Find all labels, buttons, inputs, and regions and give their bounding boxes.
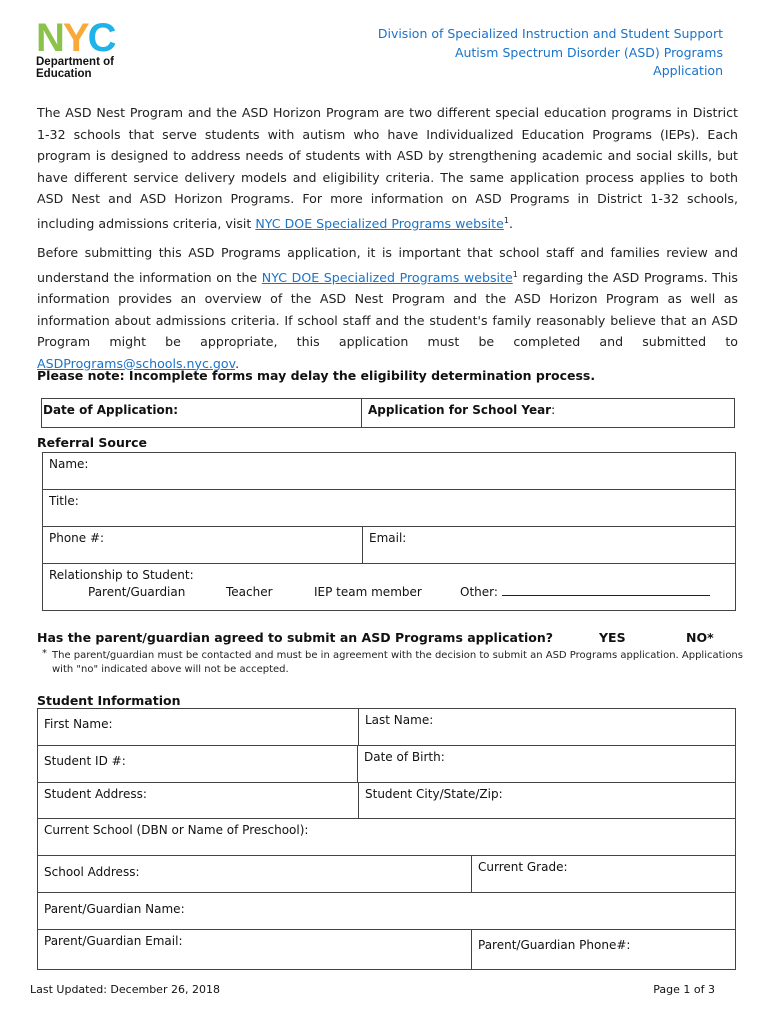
consent-yes[interactable]: YES [599, 630, 626, 645]
option-parent-guardian[interactable]: Parent/Guardian [88, 585, 186, 599]
header-program: Autism Spectrum Disorder (ASD) Programs [454, 44, 723, 60]
student-address-field[interactable]: Student Address: [37, 782, 359, 819]
header-application: Application [653, 63, 723, 78]
student-city-field[interactable]: Student City/State/Zip: [358, 782, 736, 819]
student-id-field[interactable]: Student ID #: [37, 745, 358, 783]
first-name-field[interactable]: First Name: [37, 708, 359, 746]
intro-paragraph-2: Before submitting this ASD Programs application, it is important that school staff and families review and understand the information on the NYC DOE Specialized Programs website$^1$ regarding the ASD Programs. This information provides an overview of the ASD Nest Program and the ASD Horizon Program as well as information about admissions criteria. If school staff and the student's family reasonably believe that an ASD Program might be appropriate, this application must be completed and submitted to ASDPrograms@schools.nyc.gov. [37, 245, 738, 371]
consent-note: * The parent/guardian must be contacted and must be in agreement with the decision to submit an ASD Programs application. Applications with "no" indicated above will not be accepted. [42, 648, 743, 675]
specialized-programs-link[interactable]: NYC DOE Specialized Programs website [255, 215, 504, 231]
referral-email-field[interactable]: Email: [362, 526, 736, 564]
current-school-field[interactable]: Current School (DBN or Name of Preschool): [37, 818, 736, 856]
referral-name-field[interactable]: Name: [42, 452, 736, 490]
option-iep-team-member[interactable]: IEP team member [314, 585, 422, 599]
parent-guardian-name-field[interactable]: Parent/Guardian Name: [37, 892, 736, 930]
logo-line1: Department of [36, 56, 114, 68]
student-heading: Student Information [37, 693, 181, 708]
nyc-doe-logo: N Y C Department of Education [36, 20, 146, 82]
intro-paragraph-1: The ASD Nest Program and the ASD Horizon Program are two different special education programs in District 1-32 schools that serve students with autism who have Individualized Education Programs (IEPs). Each program is designed to address needs of students with ASD by strengthening academic and social skills, but have different service delivery models and eligibility criteria. The same application process applies to both ASD Nest and ASD Horizon Programs. For more information on ASD Programs in District 1-32 schools, including admissions criteria, visit NYC DOE Specialized Programs website$^1$. [37, 105, 738, 231]
referral-phone-field[interactable]: Phone #: [42, 526, 363, 564]
school-year-field[interactable]: Application for School Year: [361, 398, 735, 428]
logo-line2: Education [36, 68, 92, 80]
date-of-birth-field[interactable]: Date of Birth: [357, 745, 736, 783]
parent-guardian-email-field[interactable]: Parent/Guardian Email: [37, 929, 472, 970]
please-note: Please note: Incomplete forms may delay the eligibility determination process. [37, 368, 596, 383]
school-address-field[interactable]: School Address: [37, 855, 472, 893]
option-teacher[interactable]: Teacher [226, 585, 273, 599]
relationship-label: Relationship to Student: [49, 568, 194, 582]
asd-email-link[interactable]: ASDPrograms@schools.nyc.gov [37, 355, 236, 371]
page-number: Page 1 of 3 [653, 983, 715, 996]
last-name-field[interactable]: Last Name: [358, 708, 736, 746]
header-division: Division of Specialized Instruction and Student Support [377, 26, 723, 41]
specialized-programs-link-2[interactable]: NYC DOE Specialized Programs website [261, 269, 513, 285]
current-grade-field[interactable]: Current Grade: [471, 855, 736, 893]
option-other[interactable]: Other: [460, 585, 710, 599]
consent-question: Has the parent/guardian agreed to submit an ASD Programs application? [37, 630, 553, 645]
relationship-field [42, 563, 736, 611]
last-updated: Last Updated: December 26, 2018 [30, 983, 220, 996]
referral-title-field[interactable]: Title: [42, 489, 736, 527]
consent-no[interactable]: NO* [686, 630, 714, 645]
document-header [378, 25, 723, 81]
parent-guardian-phone-field[interactable]: Parent/Guardian Phone#: [471, 929, 736, 970]
referral-heading: Referral Source [37, 435, 147, 450]
date-of-application-field[interactable]: Date of Application: [41, 398, 362, 428]
